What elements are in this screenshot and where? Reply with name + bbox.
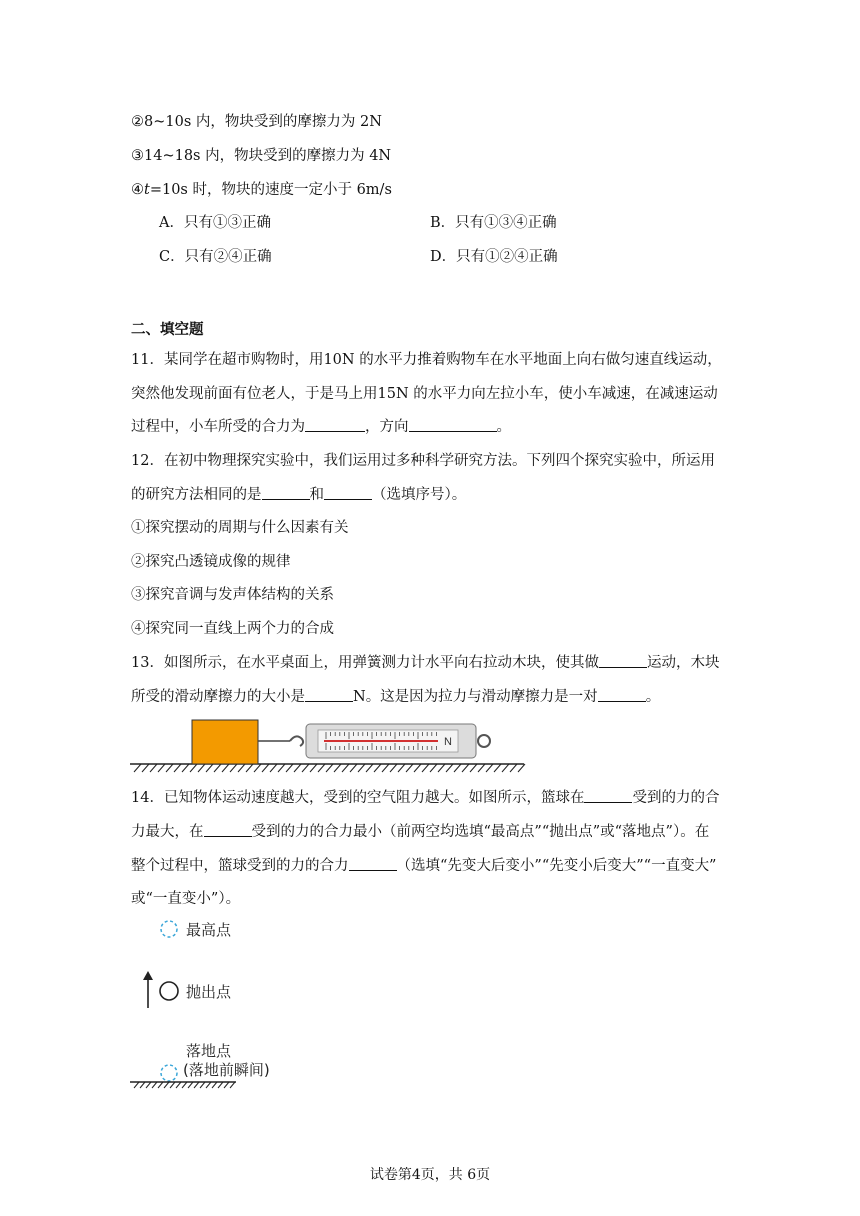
- hatch-mark: [218, 1082, 223, 1088]
- spring-scale-figure: [128, 716, 548, 778]
- highest-point-label: 最高点: [186, 921, 232, 939]
- hatch-mark: [302, 764, 309, 772]
- q14-text-b2: 受到的力的合力最小（前两空均选填“最高点”“抛出点”或“落地点”）。在: [251, 824, 710, 840]
- hatch-mark: [246, 764, 253, 772]
- statement-4-prefix: ④: [131, 182, 144, 198]
- hatch-mark: [414, 764, 421, 772]
- hatch-mark: [446, 764, 453, 772]
- landing-point-sublabel: (落地前瞬间): [183, 1061, 270, 1079]
- q11-line3: [131, 417, 511, 437]
- hatch-mark: [174, 764, 181, 772]
- hatch-mark: [166, 764, 173, 772]
- q13-blank-3[interactable]: [598, 687, 646, 702]
- ground-hatch: [134, 1082, 235, 1088]
- page-footer: 试卷第4页，共 6页: [369, 1167, 491, 1183]
- scale-hook-icon: [290, 736, 303, 746]
- q14-text-a3: 整个过程中，篮球受到的力的合力: [131, 858, 349, 874]
- hatch-mark: [238, 764, 245, 772]
- hatch-mark: [398, 764, 405, 772]
- q14-line2: [131, 822, 709, 842]
- scale-ring-icon: [478, 735, 490, 747]
- statement-4-rest: =10s 时，物块的速度一定小于 6m/s: [149, 182, 392, 198]
- hatch-mark: [286, 764, 293, 772]
- hatch-mark: [390, 764, 397, 772]
- hatch-mark: [152, 1082, 157, 1088]
- q14-text-a: 14．已知物体运动速度越大，受到的空气阻力越大。如图所示，篮球在: [131, 790, 585, 806]
- hatch-mark: [176, 1082, 181, 1088]
- hatch-mark: [142, 764, 149, 772]
- wooden-block: [192, 720, 258, 764]
- hatch-mark: [158, 1082, 163, 1088]
- hatch-mark: [182, 1082, 187, 1088]
- q11-blank-2[interactable]: [409, 417, 497, 432]
- option-c: C．只有②④正确: [159, 249, 272, 265]
- q13-blank-1[interactable]: [599, 653, 647, 668]
- hatch-mark: [334, 764, 341, 772]
- q13-line1: [131, 653, 719, 673]
- launch-point-circle: [160, 982, 178, 1000]
- arrow-up-icon: [143, 971, 153, 980]
- hatch-mark: [214, 764, 221, 772]
- hatch-mark: [230, 764, 237, 772]
- hatch-mark: [164, 1082, 169, 1088]
- hatch-mark: [374, 764, 381, 772]
- statement-2: ②8~10s 内，物块受到的摩擦力为 2N: [131, 114, 382, 130]
- hatch-mark: [430, 764, 437, 772]
- hatch-mark: [326, 764, 333, 772]
- hatch-mark: [206, 1082, 211, 1088]
- hatch-mark: [170, 1082, 175, 1088]
- table-surface: [130, 764, 525, 772]
- hatch-mark: [454, 764, 461, 772]
- q13-blank-2[interactable]: [305, 687, 353, 702]
- q14-text-b: 受到的力的合: [632, 790, 720, 806]
- q13-line2: [131, 687, 660, 707]
- hatch-mark: [406, 764, 413, 772]
- hatch-mark: [222, 764, 229, 772]
- launch-point-label: 抛出点: [186, 983, 232, 1001]
- hatch-mark: [224, 1082, 229, 1088]
- q12-blank-1[interactable]: [262, 485, 310, 500]
- q14-line1: [131, 788, 719, 808]
- hatch-mark: [134, 764, 141, 772]
- hatch-mark: [438, 764, 445, 772]
- hatch-mark: [212, 1082, 217, 1088]
- q11-blank-1[interactable]: [305, 417, 365, 432]
- q13-text-a: 13．如图所示，在水平桌面上，用弹簧测力计水平向右拉动木块，使其做: [131, 655, 599, 671]
- hatch-mark: [342, 764, 349, 772]
- hatch-mark: [190, 764, 197, 772]
- highest-point-circle: [161, 921, 177, 937]
- q11-text-a: 过程中，小车所受的合力为: [131, 419, 305, 435]
- q11-line2: 突然他发现前面有位老人，于是马上用15N 的水平力向左拉小车，使小车减速，在减速运动: [131, 386, 718, 402]
- q14-blank-1[interactable]: [584, 788, 632, 803]
- q12-text-a: 的研究方法相同的是: [131, 487, 262, 503]
- hatch-mark: [350, 764, 357, 772]
- hatch-mark: [494, 764, 501, 772]
- q13-text-c2: 。: [645, 689, 661, 705]
- hatch-mark: [194, 1082, 199, 1088]
- basketball-figure: [126, 910, 326, 1090]
- q12-text-b: 和: [309, 487, 324, 503]
- hatch-mark: [146, 1082, 151, 1088]
- statement-4: [131, 180, 392, 200]
- q14-text-b3: （选填“先变大后变小”“先变小后变大”“一直变大”: [396, 858, 717, 874]
- q14-text-a2: 力最大，在: [131, 824, 204, 840]
- hatch-mark: [510, 764, 517, 772]
- q12-item-2: ②探究凸透镜成像的规律: [131, 554, 291, 570]
- q14-blank-3[interactable]: [349, 856, 397, 871]
- hatch-mark: [140, 1082, 145, 1088]
- hatch-mark: [310, 764, 317, 772]
- hatch-mark: [254, 764, 261, 772]
- q12-blank-2[interactable]: [324, 485, 372, 500]
- hatch-mark: [470, 764, 477, 772]
- statement-3: ③14~18s 内，物块受到的摩擦力为 4N: [131, 148, 392, 164]
- hatch-mark: [150, 764, 157, 772]
- hatch-mark: [366, 764, 373, 772]
- hatch-mark: [200, 1082, 205, 1088]
- hatch-mark: [198, 764, 205, 772]
- option-d: D．只有①②④正确: [430, 249, 558, 265]
- hatch-mark: [502, 764, 509, 772]
- q14-blank-2[interactable]: [204, 822, 252, 837]
- q14-line4: 或“一直变小”）。: [131, 891, 241, 907]
- q11-line1: 11．某同学在超市购物时，用10N 的水平力推着购物车在水平地面上向右做匀速直线运动，: [131, 352, 722, 368]
- q11-text-b: ，方向: [365, 419, 409, 435]
- q12-item-3: ③探究音调与发声体结构的关系: [131, 587, 334, 603]
- hatch-mark: [478, 764, 485, 772]
- hatch-mark: [486, 764, 493, 772]
- option-b: B．只有①③④正确: [430, 215, 557, 231]
- hatch-mark: [278, 764, 285, 772]
- statement-4-variable: t: [144, 182, 150, 198]
- section-title: 二、填空题: [131, 321, 204, 338]
- q12-text-c: （选填序号）。: [372, 487, 467, 503]
- scale-unit-label: N: [444, 736, 452, 748]
- hatch-mark: [182, 764, 189, 772]
- hatch-mark: [270, 764, 277, 772]
- q14-line3: [131, 856, 716, 876]
- q13-text-b: 运动，木块: [646, 655, 720, 671]
- hatch-mark: [294, 764, 301, 772]
- hatch-mark: [206, 764, 213, 772]
- q12-line2: [131, 485, 466, 505]
- landing-point-label: 落地点: [186, 1042, 232, 1060]
- hatch-mark: [462, 764, 469, 772]
- q12-item-1: ①探究摆动的周期与什么因素有关: [131, 520, 349, 536]
- q11-text-c: 。: [496, 419, 511, 435]
- hatch-mark: [158, 764, 165, 772]
- q12-item-4: ④探究同一直线上两个力的合成: [131, 621, 334, 637]
- hatch-mark: [318, 764, 325, 772]
- q13-text-a2: 所受的滑动摩擦力的大小是: [131, 689, 305, 705]
- hatch-mark: [422, 764, 429, 772]
- hatch-mark: [382, 764, 389, 772]
- option-a: A．只有①③正确: [159, 215, 271, 231]
- hatch-mark: [358, 764, 365, 772]
- hatch-mark: [188, 1082, 193, 1088]
- hatch-mark: [518, 764, 525, 772]
- q13-text-b2: N。这是因为拉力与滑动摩擦力是一对: [353, 689, 598, 705]
- hatch-mark: [262, 764, 269, 772]
- q12-line1: 12．在初中物理探究实验中，我们运用过多种科学研究方法。下列四个探究实验中，所运用: [131, 453, 715, 469]
- landing-point-circle: [161, 1065, 177, 1081]
- hatch-mark: [134, 1082, 139, 1088]
- hatch-mark: [230, 1082, 235, 1088]
